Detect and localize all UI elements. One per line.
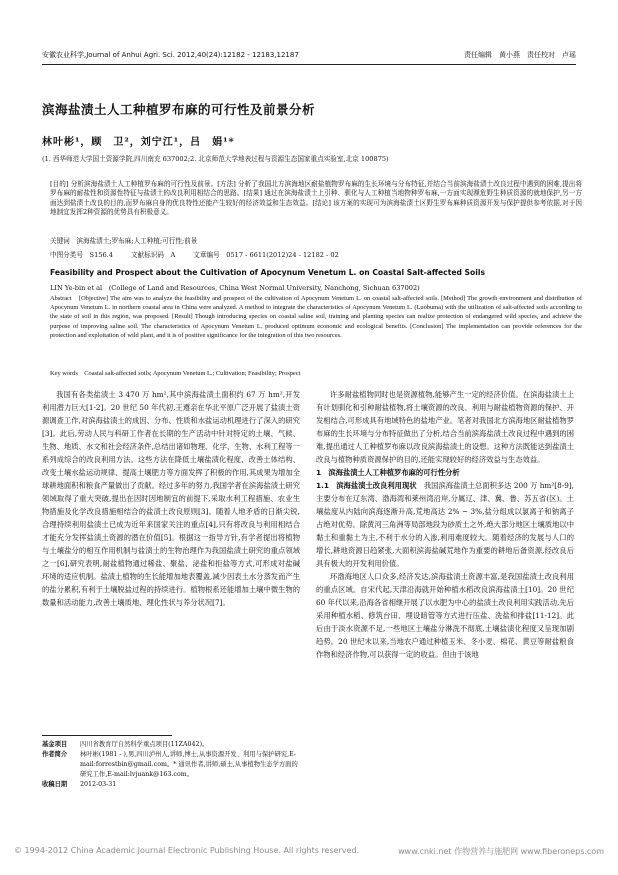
author-bio-label: 作者简介 [42,751,68,758]
body-paragraph: 环渤海地区人口众多,经济发达,滨海盐渍土资源丰富,是我国盐渍土改良利用的重点区域。自宋代起,天津沿海就开始种植水稻改良滨海盐渍土[10]。20 世纪 60 年代以来,沿海各省相继开展了以水肥为中心的盐渍土改良利用实践活动,先后采用种植水稻、修筑台田、埋设暗管等方式进行压盐、洗盐和排盐[11-12]。此后由于淡水资源不足,一些地区土壤盐分淋洗不彻底,土壤盐渍化程度又呈现加剧趋势。20 世纪末以来,当地农户通过种植玉米、冬小麦、棉花、黄豆等耐盐粮食作物和经济作物,可以获得一定的收益。但由于该地 [316,572,574,659]
affiliation: (1. 西华师范大学国土资源学院,四川南充 637002;2. 北京师范大学地表过程与资源生态国家重点实验室,北京 100875) [42,155,389,163]
document-code: 文献标识码 A [130,251,176,259]
subsection-body: 我国滨海盐渍土总面积多达 200 万 hm²[8-9],主要分布在辽东湾、渤海湾和莱州湾沿岸,分属辽、津、冀、鲁、苏五省(区)。土壤盐度从内陆向滨海逐渐升高,荒地高达 2% ~ 3%,盐分组成以氯离子和钠离子占绝对优势。除黄河三角洲等局部地段为砂质土之外,绝大部分地区土壤质地以中黏土和重黏土为主,不利于水分的入渗,利用难度较大。随着经济的发展与人口的增长,耕地资源日趋紧张,大面积滨海盐碱荒地作为重要的耕地后备资源,经改良后具有极大的开发利用价值。 [316,481,575,568]
header-divider [42,64,576,65]
body-column-right [316,388,574,661]
abstract-chinese: [目的] 分析滨海盐渍土人工种植罗布麻的可行性及前景。[方法] 分析了我国北方滨海地区耐盐植物罗布麻的生长环境与分布特征,并结合当前滨海盐渍土改良过程中遇到的困难,提出将罗布麻的耐盐性和资源性特征与盐渍土的改良利用相结合的思路。[结果] 通过在滨海盐渍土上引种、驯化与人工种植当地物种罗布麻,一方面实现濒危野生种质资源的就地保护,另一方面达到盐渍土改良的目的,而罗布麻自身的优良特性还能产生较好的经济效益和生态效益。[结论] 该方案的实现可为滨海盐渍土区野生罗布麻种质资源开发与保护提供参考依据,对于因地制宜发挥2种资源的优势具有积极意义。 [50,180,582,217]
subsection-heading: 1.1 滨海盐渍土改良利用现状 [316,481,417,490]
section-heading: 1 滨海盐渍土人工种植罗布麻的可行性分析 [316,468,460,477]
body-paragraph: 许多耐盐植物同时也是资源植物,能够产生一定的经济价值。在滨海盐渍土上有计划驯化和引种耐盐植物,将土壤资源的改良、利用与耐盐植物资源的保护、开发相结合,可形成具有地域特色的盐地产业。笔者对我国北方滨海地区耐盐植物罗布麻的生长环境与分布特征做出了分析,结合当前滨海盐渍土改良过程中遇到的困难,提出通过人工种植罗布麻以改良滨海盐渍土的设想。这种方法既能达到盐渍土改良与植物种质资源保护的目的,还能实现较好的经济效益与生态效益。 [316,390,574,464]
fund-text: 四川省教育厅自然科学重点项目(11ZA042)。 [80,741,209,748]
journal-citation: 安徽农业科学,Journal of Anhui Agri. Sci. 2012,40(24):12182 - 12183,12187 [42,51,299,59]
watermark-text: www.cnki.net 作物营养与施肥网 www.fiberoneps.com [398,847,604,856]
fund-label: 基金项目 [42,741,68,748]
body-column-left [42,388,300,609]
english-abstract: Abstract [Objective] The aim was to analyze the feasibility and prospect of the cultivation of Apocynum Venetum L. on coastal salt-affected soils. [Method] The growth environment and distribution of Apocynum Venetum L. in northern coastal area in China were analyzed. A method to integrate the characteristics of Apocynum Venetum L. (Luobuma) with the utilization of salt-affected soils according to the state of soil in this region, was proposed. [Result] Though introducing species on coastal saline soil, training and planting species can realize protection of endangered wild species, and achieve the purpose of improving saline soil. The characteristics of Apocynum Venetum L. produced optimum economic and ecological benefits. [Conclusion] The implementation can provide references for the protection and exploitation of wild plant, and it is of positive significance for the integration of this two resources. [50,295,582,339]
running-header [42,48,576,62]
copyright-footer [0,846,618,857]
author-bio-text: 林叶彬(1981 - ),男,四川泸州人,讲师,博士,从事资源开发、利用与保护研究,E-mail:forrestbin@gmail.com。* 通讯作者,讲师,硕士,从事植物生态学方面的研究工作,E-mail:lvjuank@163.com。 [80,751,298,778]
received-date-label: 收稿日期 [42,781,68,788]
english-title: Feasibility and Prospect about the Cultivation of Apocynum Venetum L. on Coastal Salt-affected Soils [50,268,485,277]
copyright-text: © 1994-2012 China Academic Journal Electronic Publishing House. All rights reserved. [14,846,360,855]
body-paragraph: 我国有各类盐渍土 3 470 万 hm²,其中滨海盐渍土面积约 67 万 hm²,开发利用潜力巨大[1-2]。20 世纪 50 年代初,王遵亲在华北平原广泛开展了盐渍土资源调查工作,对滨海盐渍土的成因、分布、性质和水盐运动机理进行了深入的研究[3]。此后,劳动人民与科研工作者在长期的生产活动中针对特定的土壤、气候、生物、地质、水文和社会经济条件,总结出诸如物理、化学、生物、水利工程等一系列成综合的改良利用方法。这些方法在降低土壤盐渍化程度、改善土体结构、改变土壤水盐运动规律、提高土壤肥力等方面发挥了积极的作用,其成果为增加全球耕地面积和粮食产量做出了贡献。经过多年的努力,我国学者在滨海盐渍土研究领域取得了重大突破,提出在因时因地制宜的前提下,采取水利工程措施、农业生物措施及化学改良措施相结合的盐渍土改良原则[3]。随着人地矛盾的日渐尖锐,合理持续利用盐渍土已成为近年来国家关注的重点[4],只有将改良与利用相结合才能充分发挥盐渍土资源的潜在价值[5]。根据这一指导方针,有学者提出将植物与土壤盐分的相互作用机制与盐渍土的生物治理作为我国盐渍土研究的重点领域之一[6],研究表明,耐盐植物通过稀盐、聚盐、泌盐和拒盐等方式,可形成对盐碱环境的适应机制。盐渍土植物的生长能增加地表覆盖,减少因表土水分蒸发而产生的盐分累积,有利于土壤脱盐过程的持续进行。植物根系还能增加土壤中微生物的数量和活动能力,改善土壤质地、理化性状与养分状况[7]。 [42,390,300,607]
english-keywords: Key words Coastal salt-affected soils; Apocynum Venetum L.; Cultivation; Feasibility; Prospect [50,370,301,377]
keywords-chinese: 关键词 滨海盐渍土;罗布麻;人工种植;可行性;前景 [50,237,198,245]
footnote-block [42,740,300,790]
received-date: 2012-03-31 [80,781,117,788]
editor-credits: 责任编辑 黄小燕 责任校对 卢瑶 [464,51,576,59]
author-list: 林叶彬¹，顾 卫²，刘宁江¹，吕 娟¹* [42,137,235,148]
subsection-paragraph [316,479,574,570]
footnote-divider [42,735,172,736]
paper-title: 滨海盐渍土人工种植罗布麻的可行性及前景分析 [42,102,316,117]
article-number: 文章编号 0517 - 6611(2012)24 - 12182 - 02 [193,251,339,259]
english-authors: LIN Ye-bin et al (College of Land and Resources, China West Normal University, Nanchong, Sichuan 637002) [50,284,420,292]
classification-line [50,249,582,259]
clc-number: 中图分类号 S156.4 [50,251,113,259]
